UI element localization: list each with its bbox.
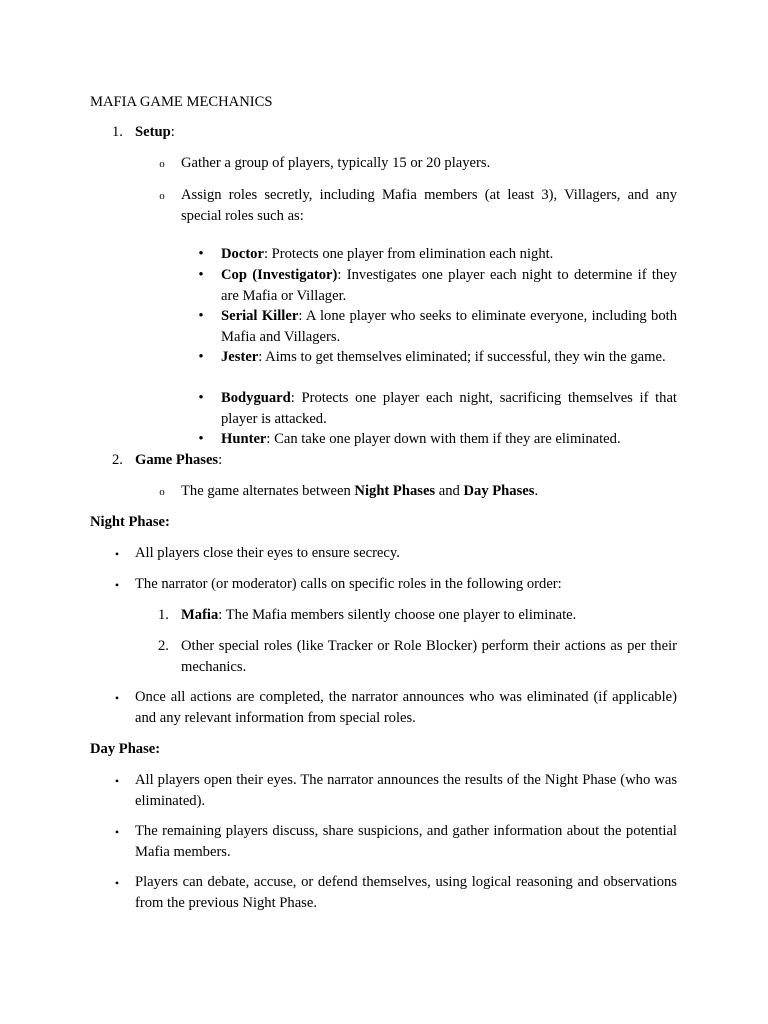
- night-step-1-number: 1.: [158, 607, 169, 623]
- day-heading-text: Day Phase:: [90, 741, 161, 757]
- phases-colon: :: [218, 452, 223, 468]
- night-heading: [90, 512, 170, 533]
- role-hunter: [221, 429, 677, 450]
- phases-heading: [135, 450, 222, 471]
- bullet-icon: •: [198, 267, 204, 283]
- phases-day: Day Phases: [463, 483, 535, 499]
- day-bullet-3: Players can debate, accuse, or defend themselves, using logical reasoning and observations from the previous Night Phase.: [135, 874, 677, 911]
- role-desc: : Protects one player each night, sacrificing themselves if that player is attacked.: [221, 390, 677, 427]
- role-name: Jester: [221, 349, 259, 365]
- night-step-2: Other special roles (like Tracker or Role Blocker) perform their actions as per their mechanics.: [181, 638, 677, 675]
- circle-bullet-icon: o: [159, 486, 165, 498]
- role-name: Bodyguard: [221, 390, 291, 406]
- night-heading-text: Night Phase:: [90, 514, 170, 530]
- day-heading: [90, 739, 160, 760]
- phases-label: Game Phases: [135, 452, 219, 468]
- phases-pre: The game alternates between: [181, 483, 355, 499]
- bullet-icon: •: [198, 308, 204, 324]
- role-name: Doctor: [221, 246, 264, 262]
- night-step-1: [181, 605, 576, 626]
- night-step-1-desc: : The Mafia members silently choose one player to eliminate.: [218, 607, 577, 623]
- setup-colon: :: [170, 124, 175, 140]
- circle-bullet-icon: o: [159, 190, 165, 202]
- role-serial-killer: [221, 306, 677, 347]
- night-step-1-name: Mafia: [181, 607, 219, 623]
- role-cop: [221, 265, 677, 306]
- day-bullet-1: All players open their eyes. The narrator announces the results of the Night Phase (who was eliminated).: [135, 772, 677, 809]
- bullet-icon: •: [198, 431, 204, 447]
- role-desc: : Can take one player down with them if they are eliminated.: [266, 431, 621, 447]
- circle-bullet-icon: o: [159, 158, 165, 170]
- phases-night: Night Phases: [354, 483, 436, 499]
- bullet-icon: •: [114, 876, 120, 890]
- phases-and: and: [435, 483, 464, 499]
- bullet-icon: •: [114, 691, 120, 705]
- bullet-icon: •: [114, 547, 120, 561]
- setup-item-players: Gather a group of players, typically 15 or 20 players.: [181, 155, 491, 171]
- bullet-icon: •: [114, 774, 120, 788]
- role-desc: : A lone player who seeks to eliminate everyone, including both Mafia and Villagers.: [221, 308, 677, 345]
- night-bullet-2: The narrator (or moderator) calls on specific roles in the following order:: [135, 576, 562, 592]
- bullet-icon: •: [198, 349, 204, 365]
- phases-number: 2.: [112, 452, 123, 468]
- role-desc: : Investigates one player each night to determine if they are Mafia or Villager.: [221, 267, 677, 304]
- bullet-icon: •: [114, 578, 120, 592]
- document-title: MAFIA GAME MECHANICS: [90, 94, 273, 110]
- bullet-icon: •: [114, 825, 120, 839]
- day-bullet-2: The remaining players discuss, share suspicions, and gather information about the potential Mafia members.: [135, 823, 677, 860]
- setup-number: 1.: [112, 124, 123, 140]
- setup-heading: [135, 122, 175, 143]
- setup-label: Setup: [135, 124, 171, 140]
- night-bullet-3: Once all actions are completed, the narrator announces who was eliminated (if applicable) and any relevant information from special roles.: [135, 689, 677, 726]
- bullet-icon: •: [198, 246, 204, 262]
- bullet-icon: •: [198, 390, 204, 406]
- role-desc: : Aims to get themselves eliminated; if successful, they win the game.: [258, 349, 666, 365]
- role-name: Serial Killer: [221, 308, 299, 324]
- phases-end: .: [534, 483, 539, 499]
- role-bodyguard: [221, 388, 677, 429]
- role-desc: : Protects one player from elimination each night.: [263, 246, 554, 262]
- setup-item-roles: Assign roles secretly, including Mafia members (at least 3), Villagers, and any special roles such as:: [181, 187, 677, 224]
- night-step-2-number: 2.: [158, 638, 169, 654]
- role-name: Hunter: [221, 431, 267, 447]
- role-doctor: [221, 244, 677, 265]
- phases-item: [181, 481, 538, 502]
- night-bullet-1: All players close their eyes to ensure secrecy.: [135, 545, 400, 561]
- role-jester: [221, 347, 677, 368]
- role-name: Cop (Investigator): [221, 267, 338, 283]
